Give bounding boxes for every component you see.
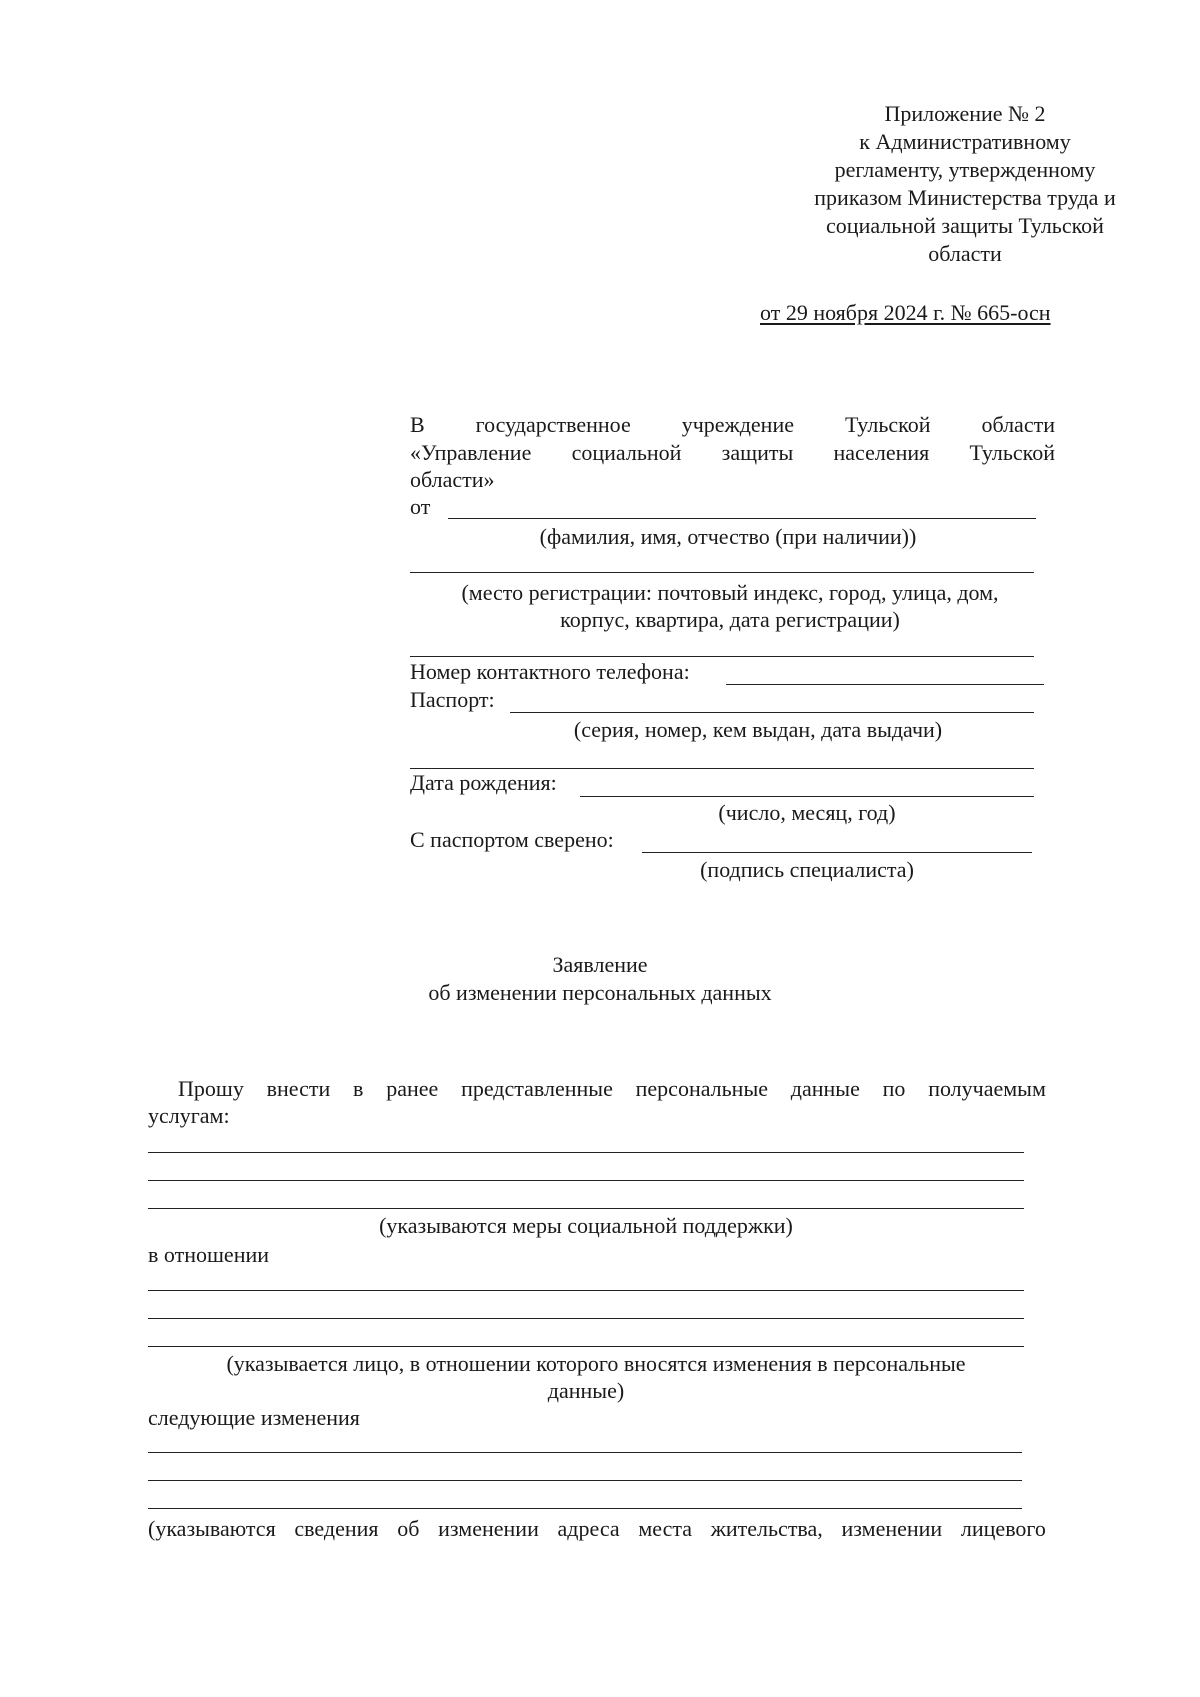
measures-hint: (указываются меры социальной поддержки) (379, 1213, 793, 1238)
word: внести (266, 1076, 331, 1101)
word: сведения (294, 1516, 379, 1541)
passport-field-2[interactable] (410, 768, 1034, 769)
measures-field-1[interactable] (148, 1152, 1024, 1153)
word: области (981, 412, 1055, 437)
word: адреса (557, 1516, 620, 1541)
person-field-3[interactable] (148, 1346, 1024, 1347)
person-field-2[interactable] (148, 1318, 1024, 1319)
measures-field-3[interactable] (148, 1208, 1024, 1209)
word: лицевого (960, 1516, 1046, 1541)
word: «Управление (410, 440, 532, 465)
person-hint-2: данные) (547, 1378, 625, 1403)
intro-line (178, 1076, 1046, 1102)
word: ранее (386, 1076, 439, 1101)
from-label: от (410, 494, 431, 519)
addressee-line-3: области» (410, 467, 495, 492)
title-line-1: Заявление (552, 952, 648, 977)
word: об (397, 1516, 420, 1541)
word: жительства, (710, 1516, 823, 1541)
word: персональные (635, 1076, 769, 1101)
word: данные (790, 1076, 860, 1101)
changes-field-1[interactable] (148, 1452, 1022, 1453)
birth-label: Дата рождения: (410, 770, 557, 795)
fio-field[interactable] (448, 518, 1036, 519)
birth-date-field[interactable] (580, 796, 1034, 797)
word: Тульской (969, 440, 1055, 465)
addressee-line-1 (410, 412, 1055, 438)
appendix-line: социальной защиты Тульской (826, 213, 1104, 238)
word: Тульской (844, 412, 931, 437)
word: населения (833, 440, 930, 465)
word: (указываются (148, 1516, 276, 1541)
word: представленные (461, 1076, 613, 1101)
fio-hint: (фамилия, имя, отчество (при наличии)) (539, 524, 917, 549)
appendix-line: к Административному (859, 129, 1071, 154)
appendix-line: области (928, 241, 1002, 266)
address-field-2[interactable] (410, 656, 1034, 657)
appendix-header (770, 100, 1160, 268)
person-field-1[interactable] (148, 1290, 1024, 1291)
phone-field[interactable] (726, 684, 1044, 685)
address-field[interactable] (410, 572, 1034, 573)
birth-hint: (число, месяц, год) (718, 800, 896, 825)
regarding-label: в отношении (148, 1242, 270, 1267)
word: государственное (475, 412, 631, 437)
word: в (353, 1076, 364, 1101)
measures-field-2[interactable] (148, 1180, 1024, 1181)
changes-field-3[interactable] (148, 1508, 1022, 1509)
verified-signature-field[interactable] (642, 852, 1032, 853)
word: Прошу (178, 1076, 244, 1101)
changes-hint-line (148, 1516, 1046, 1542)
order-reference: от 29 ноября 2024 г. № 665-осн (760, 300, 1051, 325)
appendix-line: приказом Министерства труда и (814, 185, 1116, 210)
verified-hint: (подпись специалиста) (700, 857, 914, 882)
word: учреждение (681, 412, 794, 437)
intro-continuation: услугам: (148, 1103, 230, 1128)
address-hint-2: корпус, квартира, дата регистрации) (560, 607, 900, 632)
title-line-2: об изменении персональных данных (428, 980, 772, 1005)
word: защиты (721, 440, 794, 465)
word: места (638, 1516, 692, 1541)
word: по (882, 1076, 906, 1101)
appendix-line: регламенту, утвержденному (834, 157, 1096, 182)
changes-field-2[interactable] (148, 1480, 1022, 1481)
passport-hint: (серия, номер, кем выдан, дата выдачи) (573, 717, 943, 742)
word: социальной (571, 440, 682, 465)
phone-label: Номер контактного телефона: (410, 659, 690, 684)
word: В (410, 412, 425, 437)
passport-label: Паспорт: (410, 687, 495, 712)
person-hint-1: (указывается лицо, в отношении которого вносятся изменения в персональные (226, 1351, 966, 1376)
word: изменении (438, 1516, 539, 1541)
changes-label: следующие изменения (148, 1405, 360, 1430)
verified-label: С паспортом сверено: (410, 827, 614, 852)
addressee-line-2 (410, 440, 1055, 466)
appendix-line: Приложение № 2 (884, 101, 1046, 126)
word: изменении (841, 1516, 943, 1541)
word: получаемым (928, 1076, 1046, 1101)
address-hint-1: (место регистрации: почтовый индекс, город, улица, дом, (461, 580, 999, 605)
passport-field[interactable] (510, 712, 1034, 713)
